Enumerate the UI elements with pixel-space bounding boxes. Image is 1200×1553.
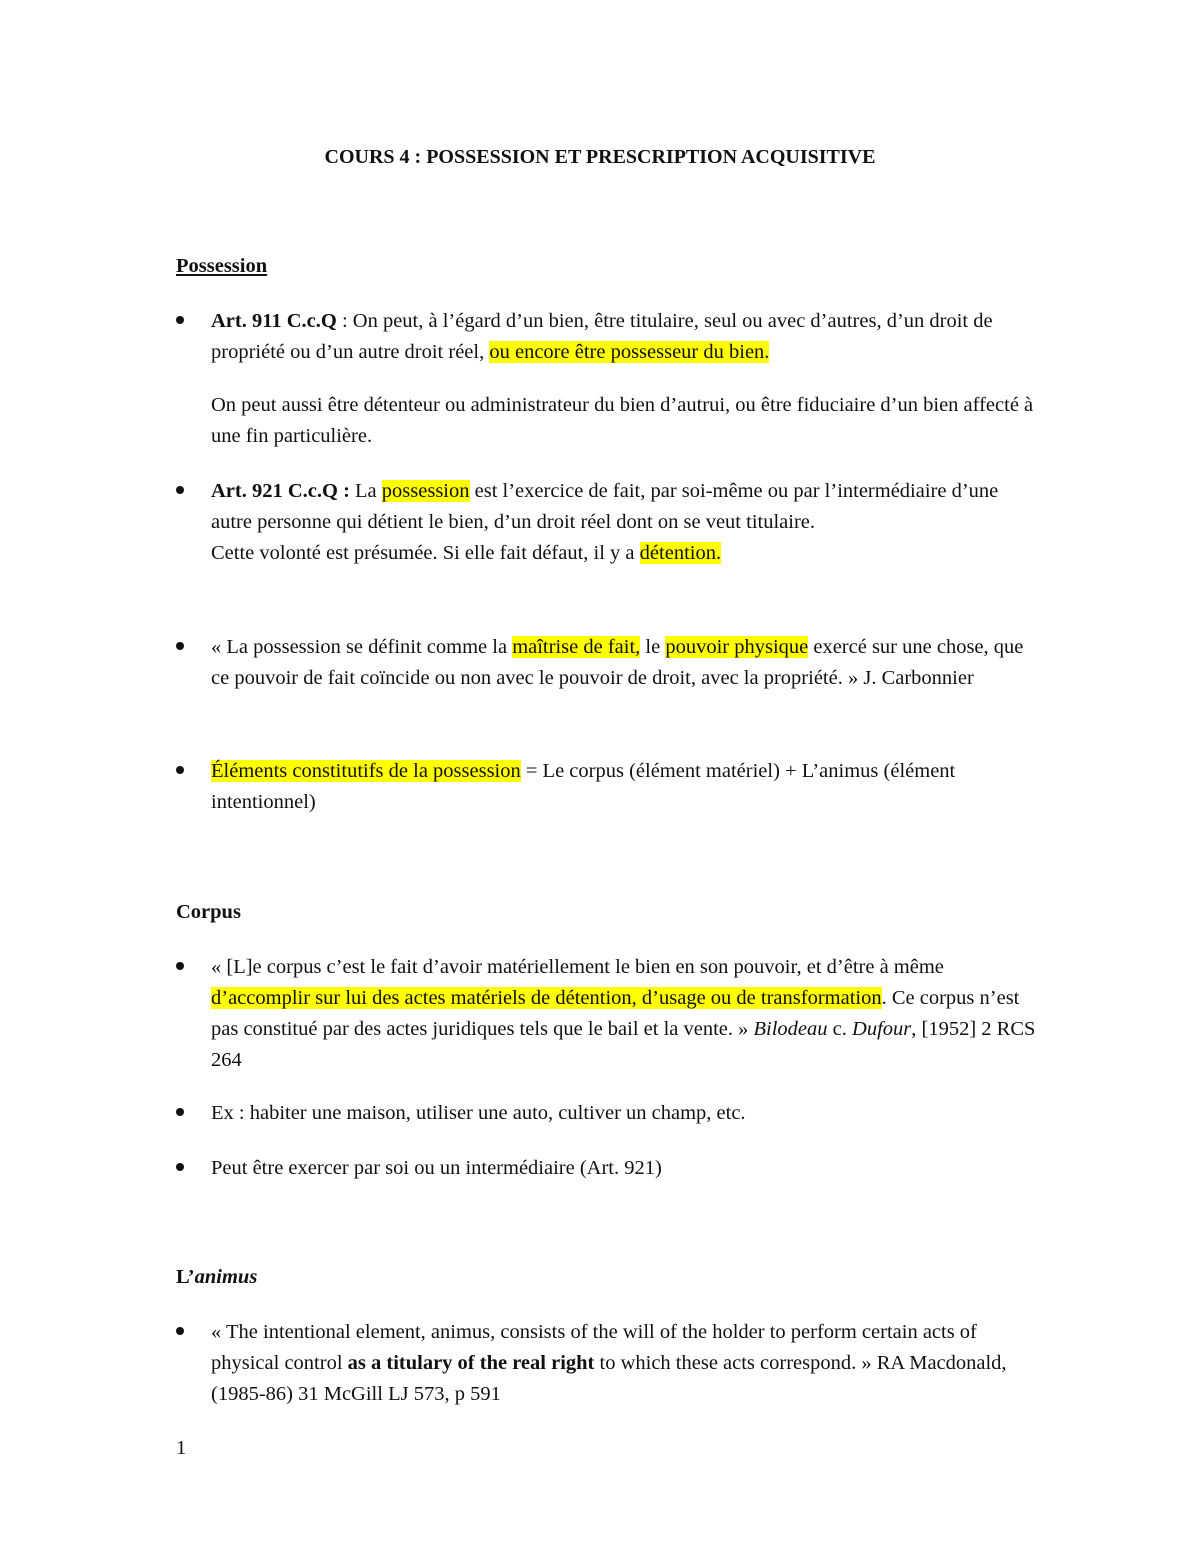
animus-quote-item — [211, 1317, 1041, 1410]
corpus-citation: , [1952] 2 RCS 264 — [211, 1018, 1036, 1071]
animus-heading-prefix: L’ — [176, 1266, 195, 1288]
art-911-para2: On peut aussi être détenteur ou administrateur du bien d’autrui, ou être fiduciaire d’un bien affecté à une fin particulière. — [211, 394, 1034, 447]
bullet-icon — [176, 1163, 190, 1177]
art-911-label: Art. 911 C.c.Q — [211, 310, 337, 332]
art-921-label: Art. 921 C.c.Q : — [211, 480, 350, 502]
corpus-text1: « [L]e corpus c’est le fait d’avoir matériellement le bien en son pouvoir, et d’être à même — [211, 956, 944, 978]
bullet-icon — [176, 486, 190, 500]
corpus-text2: . Ce corpus n’est pas constitué par des actes juridiques tels que le bail et la vente. » — [211, 987, 1020, 1040]
carbonnier-text2: le — [640, 636, 666, 658]
corpus-quote-item — [211, 952, 1041, 1076]
case-name-bilodeau: Bilodeau — [753, 1018, 828, 1040]
section-heading-possession: Possession — [176, 255, 268, 277]
animus-heading-italic: animus — [194, 1266, 258, 1288]
bullet-icon — [176, 316, 190, 330]
carbonnier-text1: « La possession se définit comme la — [211, 636, 513, 658]
animus-bold: as a titulary of the real right — [347, 1352, 595, 1374]
art-921-text2: est l’exercice de fait, par soi-même ou par l’intermédiaire d’une autre personne qui détient le bien, d’un droit réel dont on se veut titulaire. — [211, 480, 999, 533]
document-title: COURS 4 : POSSESSION ET PRESCRIPTION ACQUISITIVE — [324, 146, 876, 168]
corpus-highlight: d’accomplir sur lui des actes matériels de détention, d’usage ou de transformation — [211, 987, 882, 1009]
bullet-icon — [176, 1327, 190, 1341]
corpus-text3: c. — [827, 1018, 853, 1040]
animus-text1: « The intentional element, animus, consists of the will of the holder to perform certain acts of physical control — [211, 1321, 977, 1374]
carbonnier-text3: exercé sur une chose, que ce pouvoir de fait coïncide ou non avec le pouvoir de droit, avec la propriété. » J. Carbonnier — [211, 636, 1024, 689]
art-911-text: : On peut, à l’égard d’un bien, être titulaire, seul ou avec d’autres, d’un droit de propriété ou d’un autre droit réel, — [211, 310, 993, 363]
page-number: 1 — [176, 1437, 187, 1459]
section-heading-corpus: Corpus — [176, 901, 241, 923]
art-911-item — [211, 306, 1041, 368]
bullet-icon — [176, 766, 190, 780]
elements-highlight: Éléments constitutifs de la possession — [211, 760, 521, 782]
elements-text: = Le corpus (élément matériel) + L’animus (élément intentionnel) — [211, 760, 956, 813]
corpus-intermediary-item: Peut être exercer par soi ou un intermédiaire (Art. 921) — [211, 1157, 662, 1179]
carbonnier-highlight-pouvoir: pouvoir physique — [665, 636, 809, 658]
art-911-highlight: ou encore être possesseur du bien. — [489, 341, 770, 363]
case-name-dufour: Dufour — [852, 1018, 912, 1040]
art-921-text3: Cette volonté est présumée. Si elle fait défaut, il y a — [211, 542, 640, 564]
bullet-icon — [176, 642, 190, 656]
elements-item — [211, 756, 1041, 818]
art-921-highlight-possession: possession — [381, 480, 470, 502]
art-921-text1: La — [349, 480, 382, 502]
bullet-icon — [176, 962, 190, 976]
art-921-item — [211, 476, 1041, 569]
corpus-example-item: Ex : habiter une maison, utiliser une auto, cultiver un champ, etc. — [211, 1102, 746, 1124]
bullet-icon — [176, 1108, 190, 1122]
art-921-highlight-detention: détention. — [639, 542, 722, 564]
animus-text2: to which these acts correspond. » RA Macdonald, (1985-86) 31 McGill LJ 573, p 591 — [211, 1352, 1007, 1405]
section-heading-animus — [176, 1262, 257, 1293]
carbonnier-highlight-maitrise: maîtrise de fait, — [512, 636, 641, 658]
carbonnier-quote-item — [211, 632, 1041, 694]
